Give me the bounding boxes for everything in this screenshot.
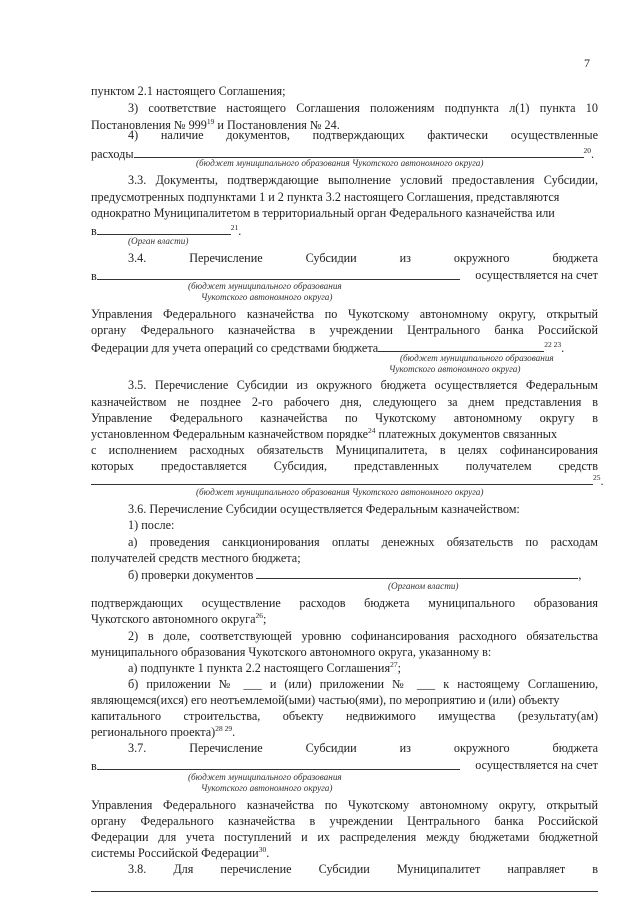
text-line: Управление Федерального казначейства по Чукотскому автономному округу в: [91, 411, 598, 425]
text-line: капитального строительства, объекту недвижимого имущества (результату(ам): [91, 709, 598, 723]
footnote-ref: 20: [583, 145, 592, 155]
field-note: (бюджет муниципального образования: [400, 353, 554, 363]
field-note: (бюджет муниципального образования: [188, 281, 342, 291]
blank-field: [256, 567, 578, 579]
footnote-ref: 28 29: [215, 723, 233, 733]
text-line: казначейством не позднее 2-го рабочего дня, следующего за днем представления в: [91, 395, 598, 409]
text-line: предусмотренных подпунктами 1 и 2 пункта 3.2 настоящего Соглашения, представляются: [91, 190, 560, 204]
text-line: 3.3. Документы, подтверждающие выполнение условий предоставления Субсидии,: [128, 173, 598, 187]
footnote-ref: 24: [368, 425, 376, 435]
text-line: Федерации для учета поступлений и их распределения между бюджетами бюджетной: [91, 830, 598, 844]
text-line: 3) соответствие настоящего Соглашения положениям подпункта л(1) пункта 10: [128, 101, 598, 115]
text-line: однократно Муниципалитетом в территориальный орган Федерального казначейства или: [91, 206, 555, 220]
text-line: 2) в доле, соответствующей уровню софинансирования расходного обязательства: [128, 629, 598, 643]
text-line: в $^{21}$.: [91, 222, 242, 238]
text-line: расходы $^{20}$.: [91, 145, 595, 161]
text-line: являющемся(ихся) его неотъемлемой(ыми) частью(ями), по мероприятию и (или) объекту: [91, 693, 560, 707]
text-line: в осуществляется на счет: [91, 758, 598, 773]
field-note: (бюджет муниципального образования: [188, 772, 342, 782]
footnote-ref: 30: [258, 844, 267, 854]
blank-line: [91, 891, 598, 892]
text-line: системы Российской Федерации$^{30}$.: [91, 844, 270, 860]
text-line: а) проведения санкционирования оплаты денежных обязательств по расходам: [128, 535, 598, 549]
text-line: б) приложении № ___ и (или) приложении № ___ к настоящему Соглашению,: [128, 677, 598, 691]
footnote-ref: 27: [390, 659, 398, 669]
text-line: установленном Федеральным казначейством порядке$^{24}$ платежных документов связанных: [91, 425, 558, 441]
text-line: Управления Федерального казначейства по Чукотскому автономному округу, открытый: [91, 798, 598, 812]
blank-field: [378, 340, 544, 352]
text-line: органу Федерального казначейства в учреждении Центрального банка Российской: [91, 323, 598, 337]
text-line: которых предоставляется Субсидия, представленных получателем средств: [91, 459, 598, 473]
field-note: Чукотского автономного округа): [389, 364, 521, 374]
text-line: Чукотского автономного округа$^{26}$;: [91, 610, 267, 626]
text-line: 1) после:: [128, 518, 175, 532]
text-line: 3.5. Перечисление Субсидии из окружного бюджета осуществляется Федеральным: [128, 378, 598, 392]
text-line: регионального проекта)$^{28 29}$.: [91, 723, 236, 739]
footnote-ref: 21: [230, 222, 239, 232]
footnote-ref: 25: [593, 472, 601, 482]
text-line: а) подпункте 1 пункта 2.2 настоящего Соглашения$^{27}$;: [128, 659, 401, 675]
blank-field: [97, 223, 231, 235]
text-line: пунктом 2.1 настоящего Соглашения;: [91, 84, 286, 98]
text-line: органу Федерального казначейства в учреждении Центрального банка Российской: [91, 814, 598, 828]
text-line: муниципального образования Чукотского автономного округа, указанному в:: [91, 645, 492, 659]
field-note: (Орган власти): [128, 236, 189, 246]
text-line: 4) наличие документов, подтверждающих фактически осуществленные: [128, 128, 598, 142]
text-line: 3.8. Для перечисление Субсидии Муниципалитет направляет в: [128, 862, 598, 876]
footnote-ref: 26: [255, 610, 263, 620]
text-line: получателей средств местного бюджета;: [91, 551, 301, 565]
blank-field: [97, 268, 460, 280]
field-note: Чукотского автономного округа): [201, 783, 333, 793]
blank-field: [97, 758, 460, 770]
field-note: Чукотского автономного округа): [201, 292, 333, 302]
text-line: подтверждающих осуществление расходов бюджета муниципального образования: [91, 596, 598, 610]
field-note: (бюджет муниципального образования Чукотского автономного округа): [196, 158, 484, 168]
text-line: 3.6. Перечисление Субсидии осуществляется Федеральным казначейством:: [128, 502, 520, 516]
footnote-ref: 19: [206, 116, 215, 126]
text-line: с исполнением расходных обязательств Муниципалитета, в целях софинансирования: [91, 443, 598, 457]
page-number: 7: [584, 56, 590, 70]
text-line: в осуществляется на счет: [91, 268, 598, 283]
field-note: (бюджет муниципального образования Чукотского автономного округа): [196, 487, 484, 497]
text-line: 3.7. Перечисление Субсидии из окружного бюджета: [128, 741, 598, 755]
field-note: (Органом власти): [388, 581, 459, 591]
text-line: Управления Федерального казначейства по Чукотскому автономному округу, открытый: [91, 307, 598, 321]
blank-field: [134, 146, 584, 158]
text-line: б) проверки документов ,: [128, 568, 582, 582]
text-line: Постановления № $999^{19}$ и Постановления № 24.: [91, 116, 340, 132]
footnote-ref: 22 23: [544, 339, 562, 349]
blank-field: [91, 473, 593, 485]
text-line: $^{25}$.: [91, 473, 604, 489]
text-line: 3.4. Перечисление Субсидии из окружного бюджета: [128, 251, 598, 265]
text-line: Федерации для учета операций со средствами бюджета $^{22 23}$.: [91, 339, 565, 355]
